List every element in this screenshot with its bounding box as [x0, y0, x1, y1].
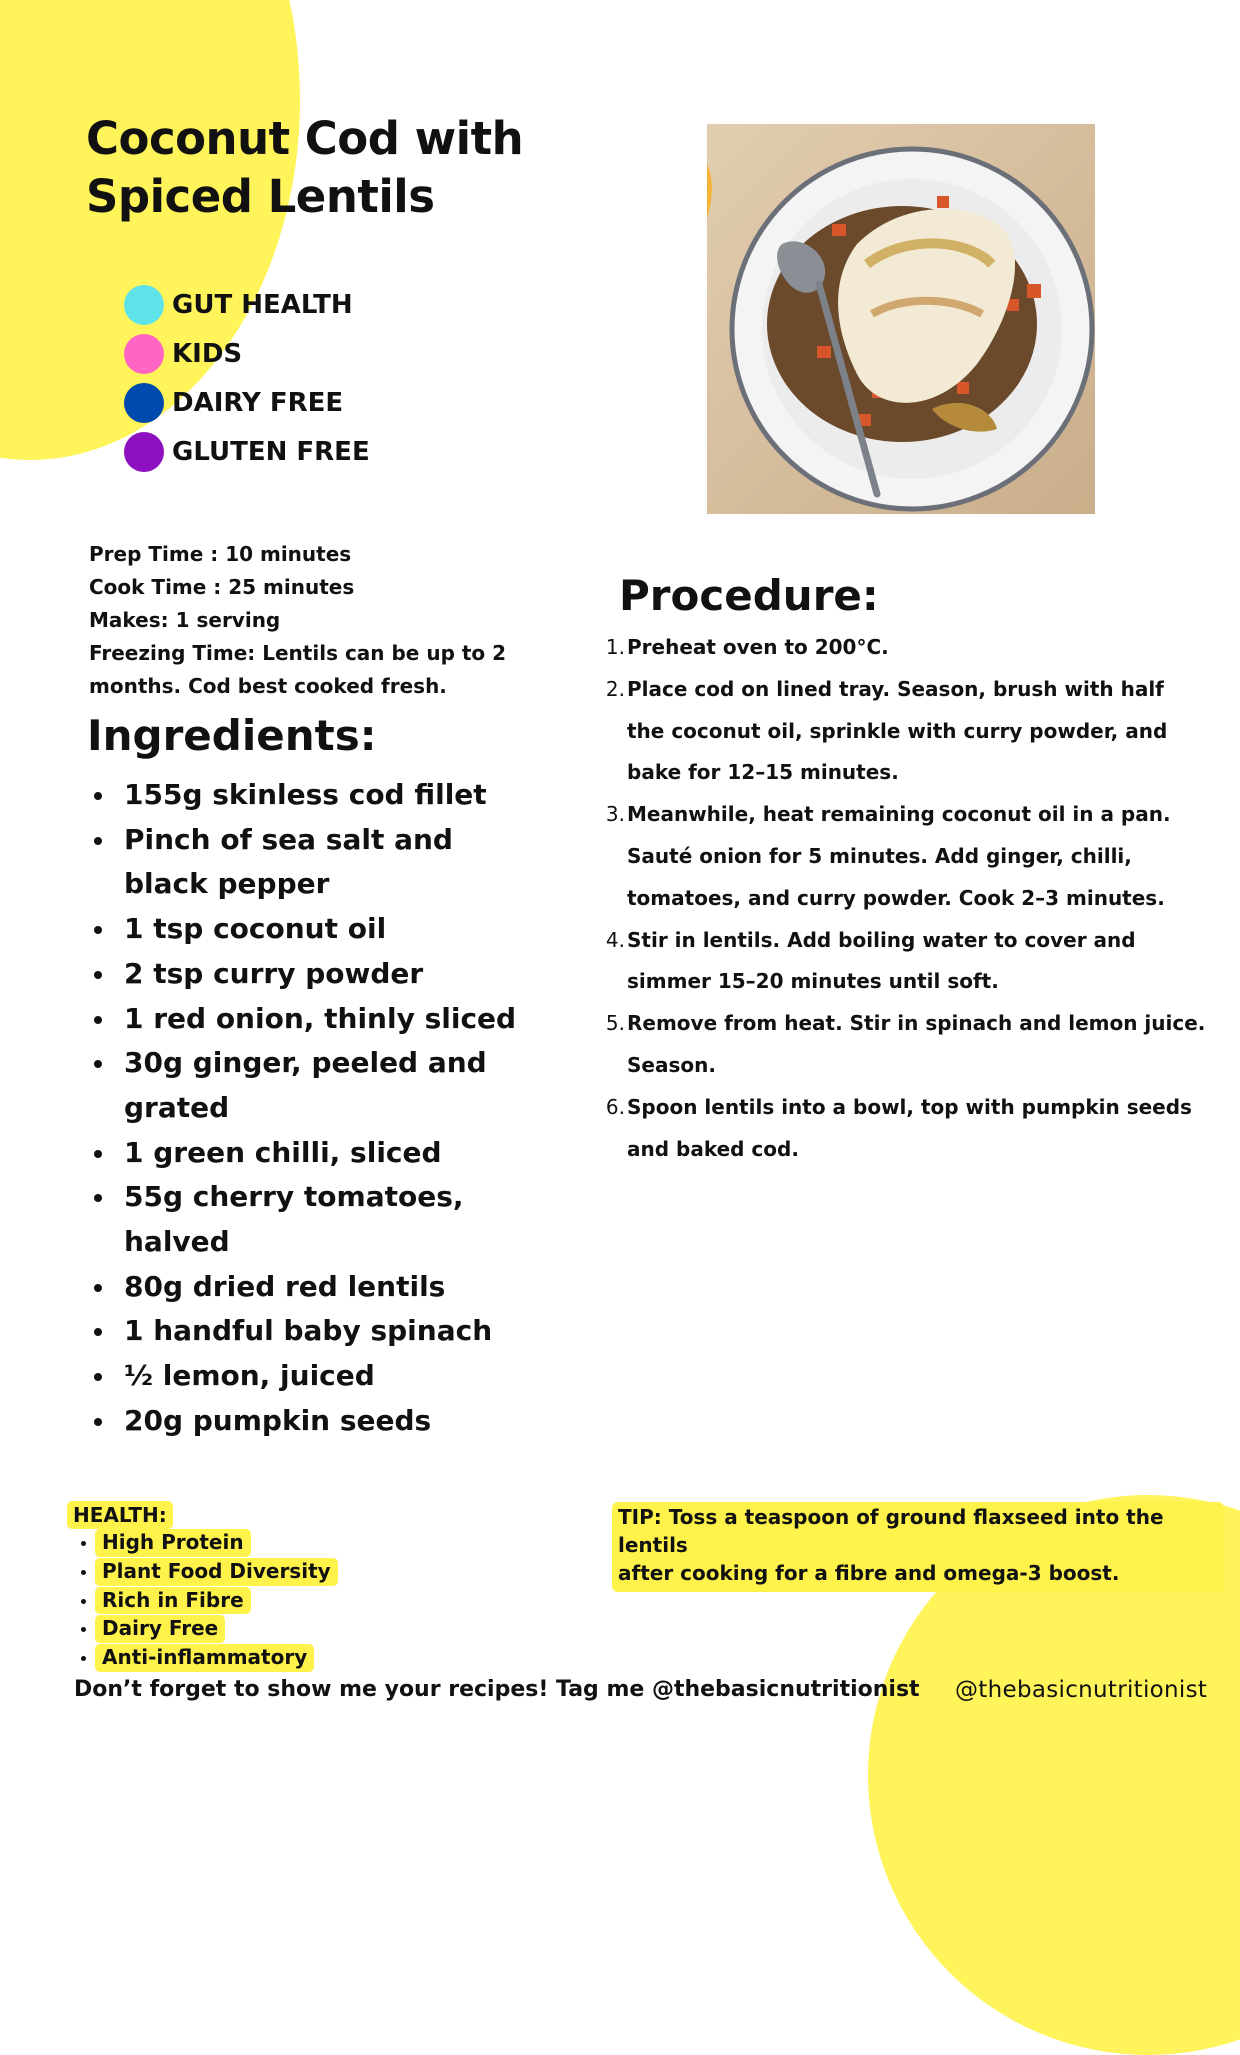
recipe-title — [86, 110, 566, 226]
procedure-heading: Procedure: — [619, 571, 879, 620]
ingredient-item: 2 tsp curry powder — [90, 952, 520, 997]
prep-time: Prep Time : 10 minutes — [89, 542, 352, 566]
ingredients-heading: Ingredients: — [87, 711, 377, 760]
diet-tags — [124, 280, 370, 476]
tag-kids — [124, 329, 370, 378]
health-item-label: Rich in Fibre — [95, 1587, 251, 1615]
procedure-step — [598, 627, 1208, 669]
freezing-time-line1: Freezing Time: Lentils can be up to 2 — [89, 641, 507, 665]
step-text: Place cod on lined tray. Season, brush with half the coconut oil, sprinkle with curry powder, and bake for 12–15 minutes. — [627, 676, 1168, 785]
blue-dot-icon — [124, 383, 164, 423]
ingredient-item: ½ lemon, juiced — [90, 1354, 520, 1399]
dish-photo — [707, 124, 1095, 514]
health-title: HEALTH: — [67, 1501, 173, 1529]
dish-illustration — [707, 124, 1095, 514]
pink-dot-icon — [124, 334, 164, 374]
ingredient-item: 20g pumpkin seeds — [90, 1399, 520, 1444]
ingredient-item: 80g dried red lentils — [90, 1265, 520, 1310]
servings: Makes: 1 serving — [89, 608, 281, 632]
tag-gut-health — [124, 280, 370, 329]
step-text: Stir in lentils. Add boiling water to cover and simmer 15–20 minutes until soft. — [627, 927, 1136, 994]
tip-line2: after cooking for a fibre and omega-3 boost. — [618, 1561, 1120, 1585]
tag-label: GUT HEALTH — [172, 289, 353, 320]
procedure-step — [598, 1087, 1208, 1171]
cooking-tip — [612, 1502, 1224, 1592]
tag-label: GLUTEN FREE — [172, 436, 370, 467]
step-number: 2. — [605, 676, 625, 701]
step-number: 3. — [605, 802, 625, 827]
step-text: Preheat oven to 200°C. — [627, 635, 889, 659]
step-number: 1. — [605, 635, 625, 659]
health-list — [67, 1529, 338, 1673]
health-item — [95, 1529, 338, 1558]
tip-line1: TIP: Toss a teaspoon of ground flaxseed into the lentils — [618, 1505, 1164, 1557]
health-item — [95, 1587, 338, 1616]
tag-label: KIDS — [172, 338, 243, 369]
health-item — [95, 1644, 338, 1673]
recipe-title-line2: Spiced Lentils — [86, 170, 435, 223]
health-item — [95, 1558, 338, 1587]
ingredient-item: 30g ginger, peeled and grated — [90, 1041, 520, 1130]
freezing-time-line2: months. Cod best cooked fresh. — [89, 674, 447, 698]
step-text: Meanwhile, heat remaining coconut oil in a pan. Sauté onion for 5 minutes. Add ginger, chilli, tomatoes, and curry powder. Cook 2–3 minutes. — [627, 802, 1171, 910]
health-item-label: High Protein — [95, 1529, 251, 1557]
health-item-label: Dairy Free — [95, 1615, 225, 1643]
ingredient-item: Pinch of sea salt and black pepper — [90, 818, 520, 907]
social-handle: @thebasicnutritionist — [955, 1677, 1208, 1703]
procedure-step — [598, 669, 1208, 794]
recipe-meta — [89, 538, 509, 703]
purple-dot-icon — [124, 432, 164, 472]
ingredient-item: 1 red onion, thinly sliced — [90, 997, 520, 1042]
procedure-step — [598, 920, 1208, 1004]
ingredient-item: 55g cherry tomatoes, halved — [90, 1175, 520, 1264]
procedure-step — [598, 794, 1208, 919]
procedure-step — [598, 1003, 1208, 1087]
tag-gluten-free — [124, 427, 370, 476]
cook-time: Cook Time : 25 minutes — [89, 575, 355, 599]
tag-label: DAIRY FREE — [172, 387, 344, 418]
step-number: 6. — [605, 1094, 625, 1119]
cyan-dot-icon — [124, 285, 164, 325]
health-item — [95, 1615, 338, 1644]
ingredient-item: 1 tsp coconut oil — [90, 907, 520, 952]
ingredient-item: 1 handful baby spinach — [90, 1309, 520, 1354]
ingredient-item: 155g skinless cod fillet — [90, 773, 520, 818]
step-text: Spoon lentils into a bowl, top with pumpkin seeds and baked cod. — [627, 1094, 1192, 1161]
step-number: 4. — [605, 927, 625, 952]
recipe-title-line1: Coconut Cod with — [86, 112, 524, 165]
tag-dairy-free — [124, 378, 370, 427]
procedure-steps — [598, 627, 1208, 1170]
step-number: 5. — [605, 1011, 625, 1036]
ingredients-list — [90, 773, 520, 1444]
health-item-label: Anti-inflammatory — [95, 1644, 314, 1672]
health-benefits — [67, 1501, 338, 1673]
footer-call-to-action: Don’t forget to show me your recipes! Tag me @thebasicnutritionist — [74, 1677, 920, 1702]
health-item-label: Plant Food Diversity — [95, 1558, 338, 1586]
ingredient-item: 1 green chilli, sliced — [90, 1131, 520, 1176]
step-text: Remove from heat. Stir in spinach and lemon juice. Season. — [627, 1011, 1206, 1077]
